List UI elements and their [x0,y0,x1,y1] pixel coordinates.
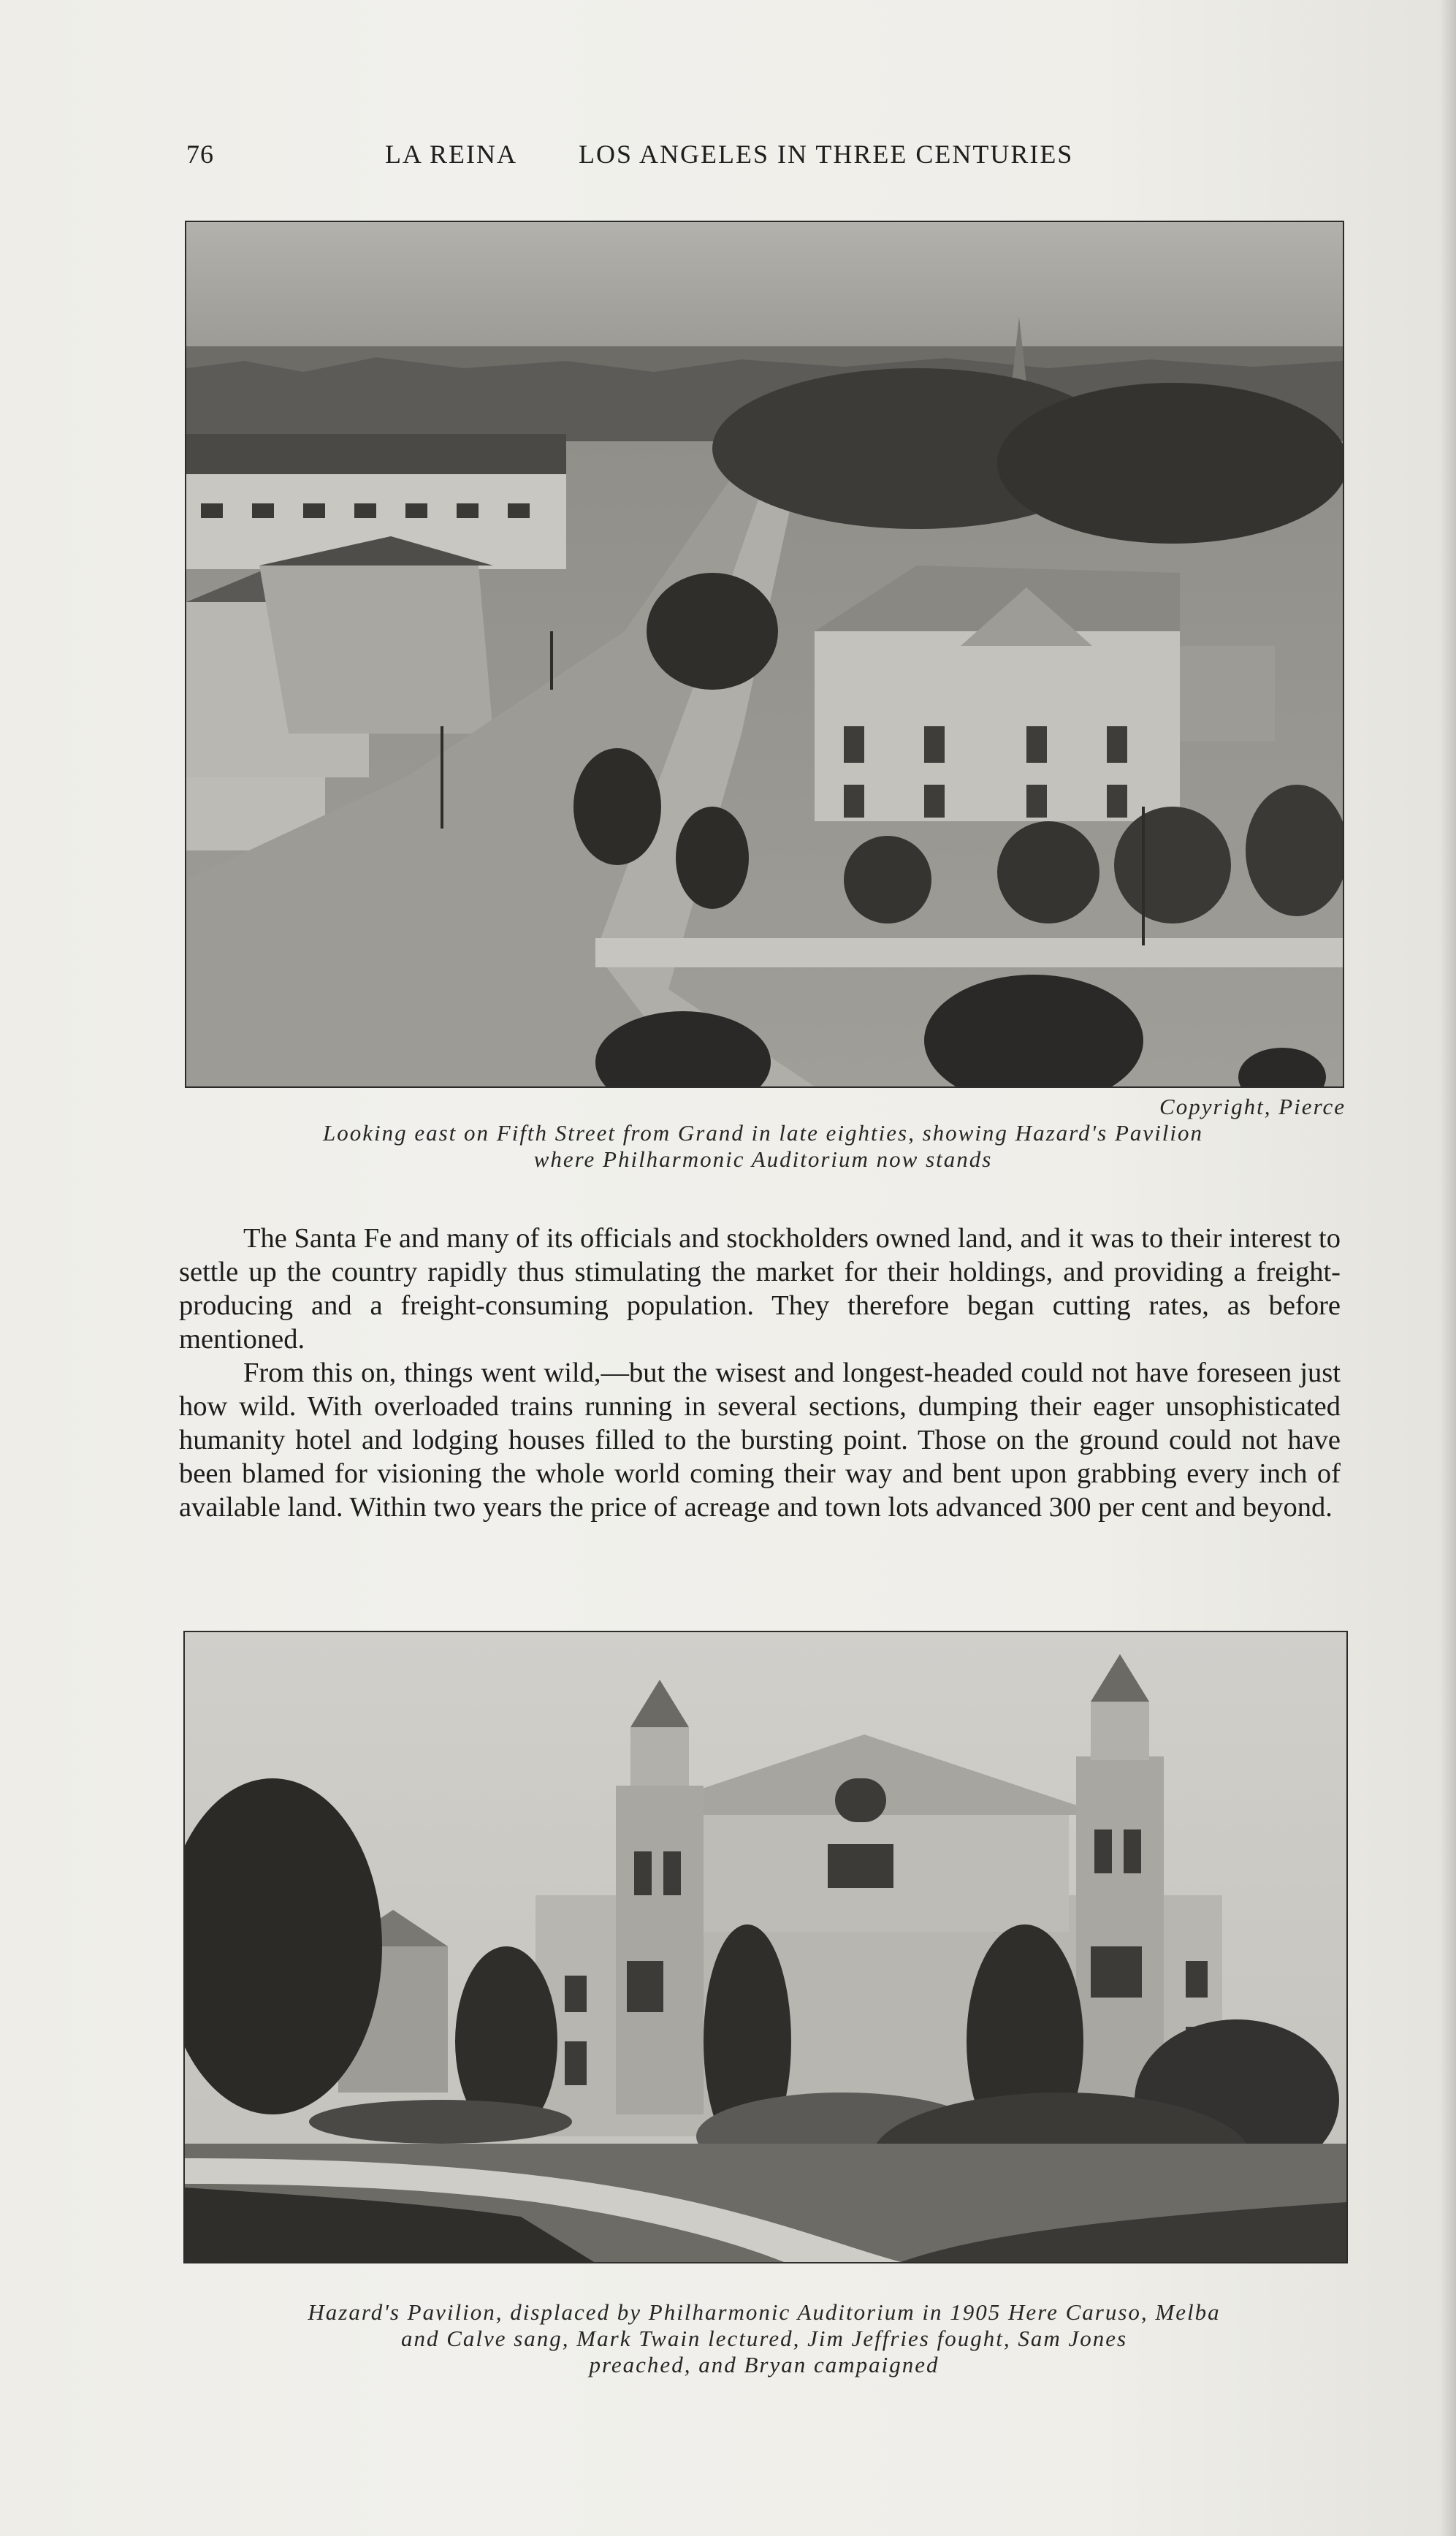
caption-line: where Philharmonic Auditorium now stands [533,1146,993,1172]
photo-credit: Copyright, Pierce [1159,1094,1346,1119]
book-title: LA REINA [385,140,517,169]
street-photo-caption [185,1120,1341,1173]
street-photo [185,221,1344,1088]
page-number: 76 [186,140,214,169]
chapter-title: LOS ANGELES IN THREE CENTURIES [579,140,1074,169]
caption-line: Looking east on Fifth Street from Grand in late eighties, showing Hazard's Pavilion [322,1120,1204,1146]
pavilion-photo-illustration [185,1632,1346,2262]
body-paragraph: The Santa Fe and many of its officials and stockholders owned land, and it was to their interest to settle up the country rapidly thus stimulating the market for their holdings, and providing a freight-producing and a freight-consuming population. They therefore began cutting rates, as before mentioned. [179,1223,1341,1355]
page-edge-shadow [1440,0,1456,2536]
pavilion-photo [183,1631,1348,2263]
caption-line: and Calve sang, Mark Twain lectured, Jim Jeffries fought, Sam Jones [400,2326,1128,2351]
body-text [179,1222,1341,1524]
running-head [186,139,1136,175]
caption-line: Hazard's Pavilion, displaced by Philharmonic Auditorium in 1905 Here Caruso, Melba [308,2299,1221,2325]
street-photo-illustration [186,222,1343,1086]
pavilion-photo-caption [183,2299,1345,2378]
body-paragraph: From this on, things went wild,—but the wisest and longest-headed could not have foreseen just how wild. With overloaded trains running in several sections, dumping their eager unsophisticated humanity hotel and lodging houses filled to the bursting point. Those on the ground could not have been blamed for visioning the whole world coming their way and bent upon grabbing every inch of available land. Within two years the price of acreage and town lots advanced 300 per cent and beyond. [179,1358,1341,1523]
caption-line: preached, and Bryan campaigned [589,2352,939,2377]
